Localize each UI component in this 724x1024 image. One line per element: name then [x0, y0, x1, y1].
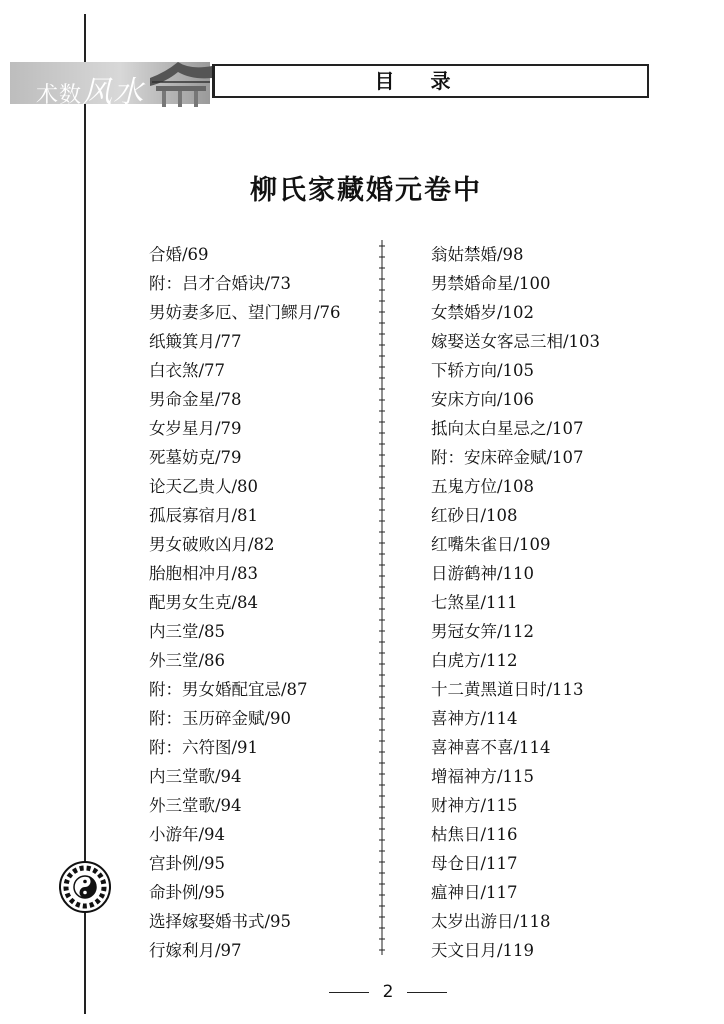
toc-entry: 喜神方/114	[431, 709, 518, 728]
column-divider	[372, 240, 392, 955]
page-number: 2	[382, 982, 394, 1002]
toc-entry: 下轿方向/105	[431, 361, 535, 380]
toc-entry: 外三堂/86	[149, 651, 226, 670]
toc-entry: 附：男女婚配宜忌/87	[149, 680, 308, 699]
toc-entry: 论天乙贵人/80	[149, 477, 259, 496]
toc-entry: 嫁娶送女客忌三相/103	[431, 332, 601, 351]
toc-entry: 母仓日/117	[431, 854, 518, 873]
toc-entry: 内三堂/85	[149, 622, 226, 641]
toc-left-column	[149, 240, 341, 965]
footer-dash-right	[407, 992, 447, 993]
toc-entry: 枯焦日/116	[431, 825, 518, 844]
toc-entry: 红砂日/108	[431, 506, 518, 525]
toc-entry: 翁姑禁婚/98	[431, 245, 524, 264]
toc-entry: 七煞星/111	[431, 593, 518, 612]
page-title: 柳氏家藏婚元卷中	[250, 175, 482, 206]
toc-entry: 白衣煞/77	[149, 361, 226, 380]
toc-entry: 小游年/94	[149, 825, 226, 844]
toc-right-column	[431, 240, 600, 965]
toc-entry: 男冠女笄/112	[431, 622, 535, 641]
toc-entry: 财神方/115	[431, 796, 518, 815]
header-title: 目录	[374, 69, 487, 93]
page-number-footer	[316, 982, 460, 1002]
toc-entry: 十二黄黑道日时/113	[431, 680, 584, 699]
bagua-icon	[58, 860, 112, 914]
toc-entry: 死墓妨克/79	[149, 448, 242, 467]
toc-entry: 白虎方/112	[431, 651, 518, 670]
toc-entry: 男女破败凶月/82	[149, 535, 275, 554]
toc-entry: 行嫁利月/97	[149, 941, 242, 960]
toc-entry: 内三堂歌/94	[149, 767, 242, 786]
toc-entry: 抵向太白星忌之/107	[431, 419, 584, 438]
toc-entry: 男妨妻多厄、望门鳏月/76	[149, 303, 341, 322]
toc-entry: 选择嫁娶婚书式/95	[149, 912, 292, 931]
toc-entry: 纸簸箕月/77	[149, 332, 242, 351]
toc-entry: 胎胞相冲月/83	[149, 564, 259, 583]
toc-entry: 命卦例/95	[149, 883, 226, 902]
toc-entry: 配男女生克/84	[149, 593, 259, 612]
toc-entry: 瘟神日/117	[431, 883, 518, 902]
toc-entry: 外三堂歌/94	[149, 796, 242, 815]
pavilion-roof-icon	[148, 56, 214, 110]
toc-entry: 附：吕才合婚诀/73	[149, 274, 292, 293]
toc-entry: 五鬼方位/108	[431, 477, 535, 496]
toc-entry: 红嘴朱雀日/109	[431, 535, 551, 554]
toc-entry: 宫卦例/95	[149, 854, 226, 873]
toc-entry: 女禁婚岁/102	[431, 303, 535, 322]
toc-entry: 男禁婚命星/100	[431, 274, 551, 293]
toc-entry: 天文日月/119	[431, 941, 535, 960]
toc-entry: 附：玉历碎金赋/90	[149, 709, 292, 728]
toc-entry: 太岁出游日/118	[431, 912, 551, 931]
toc-entry: 合婚/69	[149, 245, 209, 264]
toc-entry: 孤辰寡宿月/81	[149, 506, 259, 525]
toc-entry: 附：安床碎金赋/107	[431, 448, 584, 467]
toc-entry: 男命金星/78	[149, 390, 242, 409]
toc-entry: 喜神喜不喜/114	[431, 738, 551, 757]
toc-entry: 日游鹤神/110	[431, 564, 535, 583]
toc-entry: 女岁星月/79	[149, 419, 242, 438]
toc-entry: 增福神方/115	[431, 767, 535, 786]
section-tab-label: 术数风水	[36, 75, 145, 110]
toc-entry: 附：六符图/91	[149, 738, 259, 757]
footer-dash-left	[329, 992, 369, 993]
toc-entry: 安床方向/106	[431, 390, 535, 409]
